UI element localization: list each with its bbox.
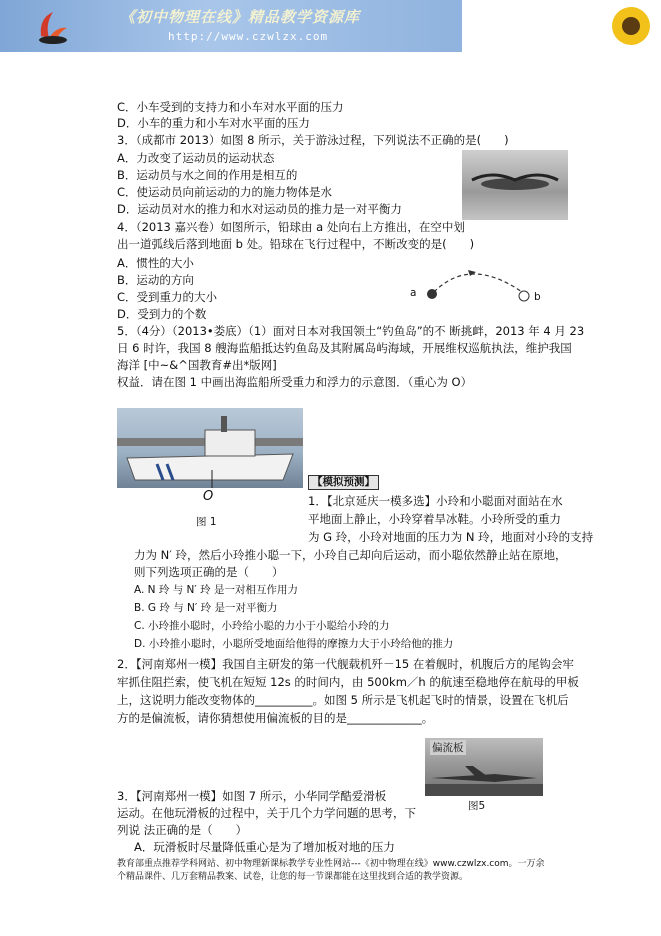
header-banner [0,0,462,52]
figure-1-caption: 图 1 [196,516,217,528]
banner-url: http://www.czwlzx.com [168,30,329,43]
option: D．受到力的个数 [117,307,207,321]
text-line: 牢抓住阻拦索，使飞机在短短 12s 的时间内，由 500km／h 的航速至稳地停在航母的甲板 [117,675,579,689]
text-line: 运动。在他玩滑板的过程中，关于几个力学问题的思考，下 [117,806,416,820]
deflector-label: 偏流板 [432,742,464,754]
option: C．使运动员向前运动的力的施力物体是水 [117,185,333,199]
text-line: 则下列选项正确的是（ ） [134,565,284,579]
section-tag: 【模拟预测】 [308,475,379,490]
mock-question-3: 3．【河南郑州一模】如图 7 所示，小华同学酷爱滑板 [117,789,387,803]
text-line: 出一道弧线后落到地面 b 处。铅球在飞行过程中，不断改变的是( ) [117,237,475,251]
option: A．惯性的大小 [117,256,194,270]
option: D．运动员对水的推力和水对运动员的推力是一对平衡力 [117,202,402,216]
text-line: 平地面上静止，小玲穿着旱冰鞋。小玲所受的重力 [308,512,561,526]
banner-title: 《初中物理在线》精品教学资源库 [120,8,361,26]
ball-b-label: b [534,291,541,303]
logo-icon [35,6,71,46]
mock-question-2: 2．【河南郑州一模】我国自主研发的第一代舰载机歼－15 在着舰时，机腹后方的尾钩会牢 [117,657,574,671]
option: D. 小玲推小聪时，小聪所受地面给他得的摩擦力大于小玲给他的推力 [134,638,454,650]
footer-line-2: 个精品课件、几万套精品教案、试卷，让您的每一节课都能在这里找到合适的教学资源。 [117,872,469,882]
text-line: 权益．请在图 1 中画出海监船所受重力和浮力的示意图．（重心为 O） [117,375,473,389]
mock-question-1: 1．【北京延庆一模多选】小玲和小聪面对面站在水 [308,494,563,508]
text-line: 海洋 [中~&^国教育#出*版网] [117,358,277,372]
option: B．运动的方向 [117,273,194,287]
footer [117,858,567,884]
text-line: D．小车的重力和小车对水平面的压力 [117,116,310,130]
option: C．受到重力的大小 [117,290,218,304]
figure-5-caption: 图5 [468,800,486,812]
question-3: 3．（成都市 2013）如图 8 所示，关于游泳过程，下列说法不正确的是( ) [117,133,509,147]
text-line: 列说 法正确的是（ ） [117,823,248,837]
question-4: 4．（2013 嘉兴卷）如图所示，铅球由 a 处向右上方推出，在空中划 [117,220,465,234]
ball-a-label: a [410,287,417,299]
option: B. G 玲 与 N′ 玲 是一对平衡力 [134,602,278,614]
text-line: 方的是偏流板，请你猜想使用偏流板的目的是_____________。 [117,711,434,725]
footer-line-1: 教育部重点推荐学科网站、初中物理新课标教学专业性网站---《初中物理在线》www.czwlzx.com。一万余 [117,859,545,869]
text-line: 为 G 玲，小玲对地面的压力为 N 玲，地面对小玲的支持 [308,530,594,544]
question-5: 5．（4分）（2013•娄底）（1）面对日本对我国领土“钓鱼岛”的不 断挑衅，2013 年 4 月 23 [117,324,585,338]
option: A. N 玲 与 N′ 玲 是一对相互作用力 [134,584,298,596]
sunflower-icon [609,4,653,48]
option: A．玩滑板时尽量降低重心是为了增加板对地的压力 [134,840,395,854]
option: A．力改变了运动员的运动状态 [117,151,275,165]
option: B．运动员与水之间的作用是相互的 [117,168,298,182]
gravity-center-label: O [203,489,214,504]
option: C. 小玲推小聪时，小玲给小聪的力小于小聪给小玲的力 [134,620,390,632]
text-line: 日 6 时许，我国 8 艘海监船抵达钓鱼岛及其附属岛屿海域，开展维权巡航执法，维护我国 [117,341,572,355]
text-line: 力为 N′ 玲，然后小玲推小聪一下，小玲自己却向后运动，而小聪依然静止站在原地， [134,548,567,562]
swimmer-image [462,150,568,220]
text-line: C．小车受到的支持力和小车对水平面的压力 [117,100,344,114]
trajectory-diagram [410,262,550,310]
swimmer-icon [462,150,568,220]
text-line: 上，这说明力能改变物体的__________。如图 5 所示是飞机起飞时的情景，设置在飞机后 [117,693,569,707]
